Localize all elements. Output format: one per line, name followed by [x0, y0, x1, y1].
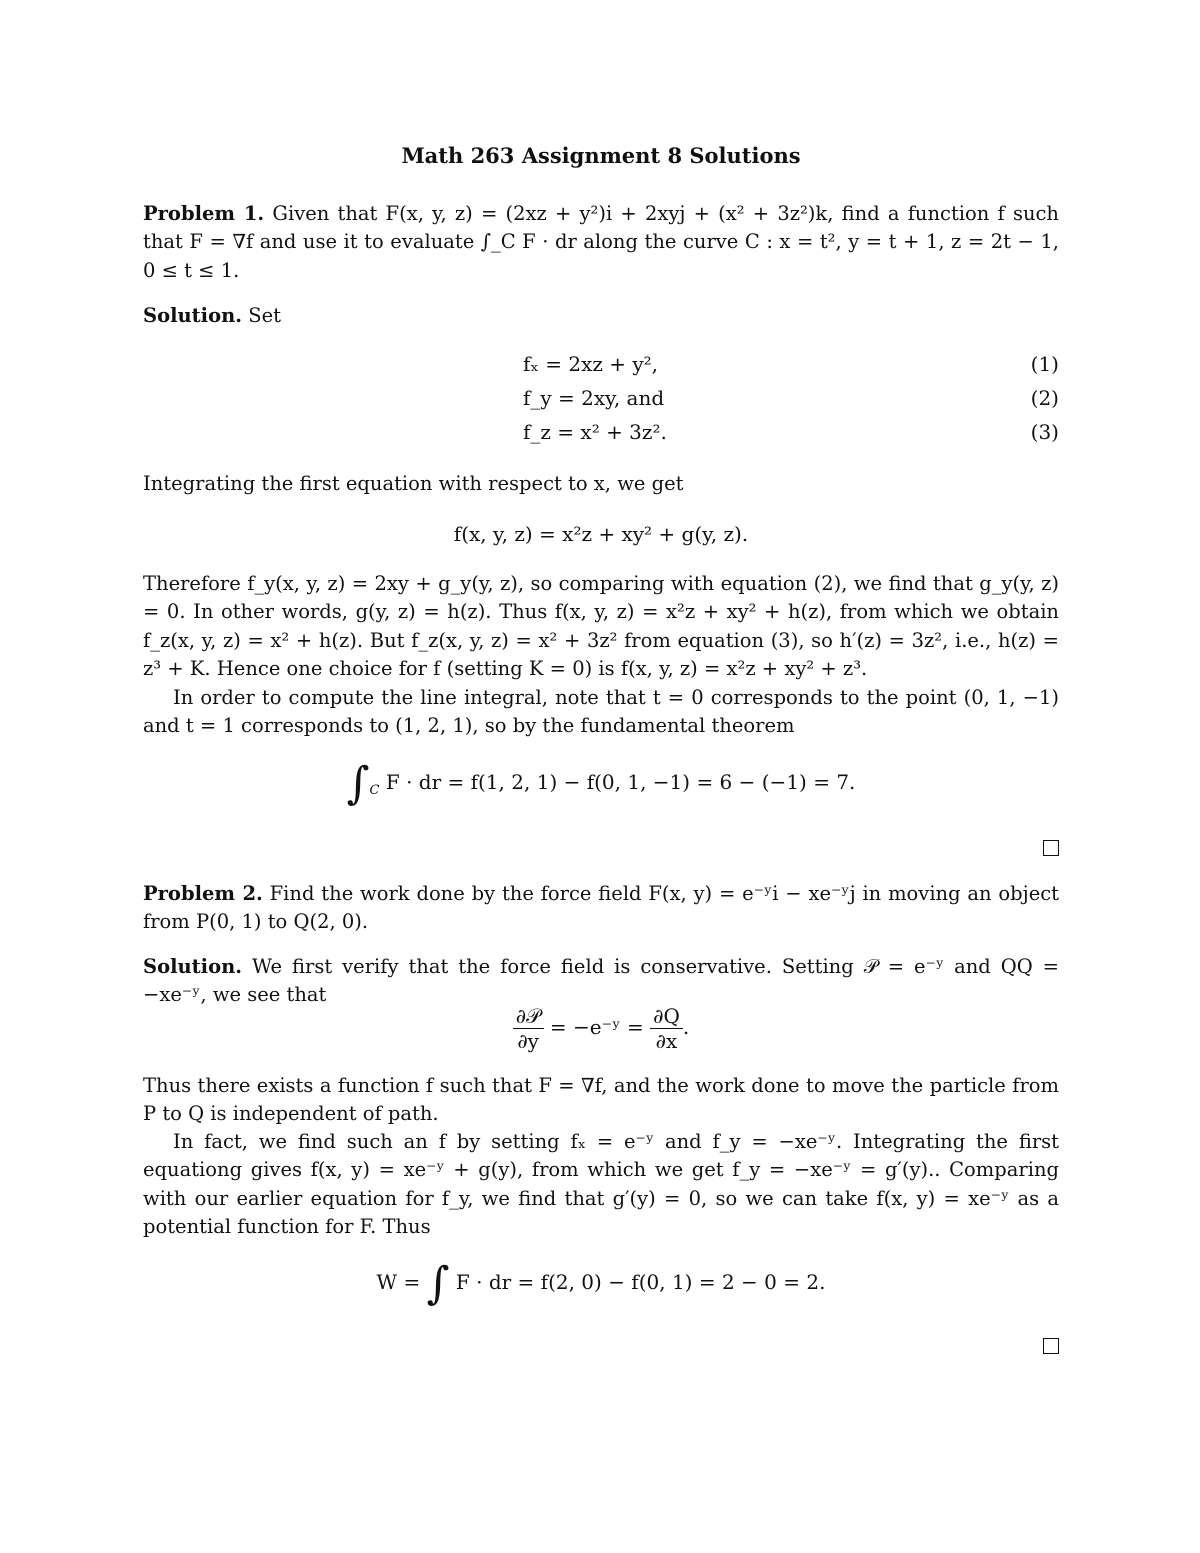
solution-2	[143, 953, 1059, 1010]
fraction-dP-dy	[513, 1004, 544, 1053]
integrate-line: Integrating the first equation with respect to x, we get	[143, 472, 684, 495]
f-expression: f(x, y, z) = x²z + xy² + g(y, z).	[453, 522, 749, 546]
therefore-paragraph: Therefore f_y(x, y, z) = 2xy + g_y(y, z), so comparing with equation (2), we find that g_y(y, z) = 0. In other words, g(y, z) = h(z). Thus f(x, y, z) = x²z + xy² + h(z), from which we obtain f_z(x, y, z) = x² + h(z). But f_z(x, y, z) = x² + 3z² from equation (3), so h′(z) = 3z², i.e., h(z) = z³ + K. Hence one choice for f (setting K = 0) is f(x, y, z) = x²z + xy² + z³.	[143, 572, 1059, 681]
work-equation	[143, 1258, 1059, 1309]
fraction-2-numerator: ∂Q	[650, 1004, 683, 1029]
integral-sign: ∫	[346, 758, 370, 809]
problem-1-label: Problem 1.	[143, 202, 265, 225]
problem-1	[143, 200, 1059, 285]
work-lhs: W =	[376, 1270, 421, 1294]
problem-1-statement: Given that F(x, y, z) = (2xz + y²)i + 2xyj + (x² + 3z²)k, find a function f such that F = ∇f and use it to evaluate ∫_C F · dr along the curve C : x = t², y = t + 1, z = 2t − 1, 0 ≤ t ≤ 1.	[143, 202, 1059, 282]
problem-2-label: Problem 2.	[143, 882, 263, 905]
integral-subscript: C	[369, 783, 380, 798]
page-title: Math 263 Assignment 8 Solutions	[401, 143, 801, 168]
solution-2-label: Solution.	[143, 955, 243, 978]
integral-sign-2: ∫	[426, 1258, 450, 1309]
equation-2-number: (2)	[1030, 386, 1059, 410]
qed-box-1	[1043, 840, 1059, 856]
equation-2: f_y = 2xy, and	[523, 386, 665, 410]
equation-1-number: (1)	[1030, 352, 1059, 376]
problem-2-statement: Find the work done by the force field F(x, y) = e⁻ʸi − xe⁻ʸj in moving an object from P(0, 1) to Q(2, 0).	[143, 882, 1060, 934]
solution-2-text: We first verify that the force field is conservative. Setting 𝒫 = e⁻ʸ and QQ = −xe⁻ʸ, we see that	[143, 955, 1060, 1007]
fraction-1-denominator: ∂y	[517, 1029, 539, 1053]
solution-1-label: Solution.	[143, 304, 243, 327]
solution-1-lead	[143, 302, 1059, 330]
partial-derivative-equation: $\frac{\text{∂𝒫}}{\partial y}$ = −e⁻ʸ = $\frac{\partial Q}{\partial x}$ .	[143, 1004, 1059, 1053]
equation-3: f_z = x² + 3z².	[523, 420, 667, 444]
partial-middle: = −e⁻ʸ =	[549, 1015, 644, 1039]
equation-1: fₓ = 2xz + y²,	[523, 352, 659, 376]
line-integral-equation	[143, 758, 1059, 809]
qed-box-2	[1043, 1338, 1059, 1354]
fraction-dQ-dx	[650, 1004, 683, 1053]
fraction-2-denominator: ∂x	[655, 1029, 678, 1053]
fraction-1-numerator: ∂𝒫	[513, 1004, 544, 1029]
in-fact-paragraph: In fact, we find such an f by setting fₓ = e⁻ʸ and f_y = −xe⁻ʸ. Integrating the first equationg gives f(x, y) = xe⁻ʸ + g(y), from which we get f_y = −xe⁻ʸ = g′(y).. Comparing with our earlier equation for f_y, we find that g′(y) = 0, so we can take f(x, y) = xe⁻ʸ as a potential function for F. Thus	[143, 1130, 1059, 1239]
work-rhs: F · dr = f(2, 0) − f(0, 1) = 2 − 0 = 2.	[455, 1270, 826, 1294]
line-integral-rhs: F · dr = f(1, 2, 1) − f(0, 1, −1) = 6 − (−1) = 7.	[385, 770, 856, 794]
in-order-paragraph: In order to compute the line integral, note that t = 0 corresponds to the point (0, 1, −1) and t = 1 corresponds to (1, 2, 1), so by the fundamental theorem	[143, 686, 1059, 738]
equation-3-number: (3)	[1030, 420, 1059, 444]
problem-2	[143, 880, 1059, 937]
thus-exists-paragraph: Thus there exists a function f such that F = ∇f, and the work done to move the particle from P to Q is independent of path.	[143, 1074, 1059, 1126]
solution-1-lead-text: Set	[248, 304, 282, 327]
